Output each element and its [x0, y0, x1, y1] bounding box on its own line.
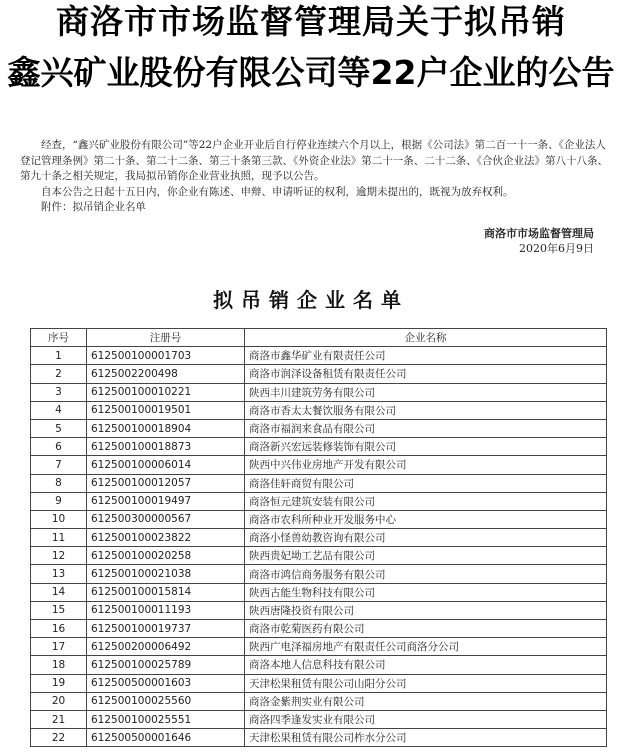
- table-row: [31, 601, 607, 619]
- row-registration-number: 612500100023822: [87, 529, 245, 547]
- row-registration-number: 6125002200498: [87, 365, 245, 383]
- row-index: 9: [31, 492, 87, 510]
- row-index: 8: [31, 474, 87, 492]
- row-enterprise-name: 商洛本地人信息科技有限公司: [245, 656, 607, 674]
- row-registration-number: 612500300000567: [87, 510, 245, 528]
- header-registration-number: 注册号: [87, 329, 245, 347]
- announcement-headline: [0, 2, 622, 94]
- table-row: [31, 547, 607, 565]
- row-registration-number: 612500100018873: [87, 438, 245, 456]
- row-enterprise-name: 商洛市香太太餐饮服务有限公司: [245, 401, 607, 419]
- row-enterprise-name: 商洛恒元建筑安装有限公司: [245, 492, 607, 510]
- row-registration-number: 612500100010221: [87, 383, 245, 401]
- row-enterprise-name: 天津松果租赁有限公司山阳分公司: [245, 674, 607, 692]
- header-enterprise-name: 企业名称: [245, 329, 607, 347]
- table-row: [31, 620, 607, 638]
- row-enterprise-name: 陕西古能生物科技有限公司: [245, 583, 607, 601]
- table-row: [31, 710, 607, 728]
- row-index: 4: [31, 401, 87, 419]
- row-enterprise-name: 陕西广电泽福房地产有限责任公司商洛分公司: [245, 638, 607, 656]
- announcement-page: [0, 2, 622, 755]
- table-row: [31, 401, 607, 419]
- header-index: 序号: [31, 329, 87, 347]
- row-registration-number: 612500200006492: [87, 638, 245, 656]
- row-index: 19: [31, 674, 87, 692]
- row-enterprise-name: 商洛市农科所种业开发服务中心: [245, 510, 607, 528]
- row-index: 6: [31, 438, 87, 456]
- row-index: 20: [31, 692, 87, 710]
- row-index: 18: [31, 656, 87, 674]
- list-title: 拟吊销企业名单: [213, 288, 409, 312]
- row-enterprise-name: 商洛市福润来食品有限公司: [245, 419, 607, 437]
- row-enterprise-name: 商洛小怪兽幼教咨询有限公司: [245, 529, 607, 547]
- table-row: [31, 656, 607, 674]
- row-enterprise-name: 陕西丰川建筑劳务有限公司: [245, 383, 607, 401]
- table-row: [31, 419, 607, 437]
- table-row: [31, 674, 607, 692]
- row-index: 12: [31, 547, 87, 565]
- table-row: [31, 456, 607, 474]
- signature-block: [484, 226, 594, 256]
- row-index: 13: [31, 565, 87, 583]
- table-row: [31, 365, 607, 383]
- row-index: 3: [31, 383, 87, 401]
- notice-paragraph-1: 经查，“鑫兴矿业股份有限公司”等22户企业开业后自行停业连续六个月以上，根据《公司法》第二百一十一条、《企业法人登记管理条例》第二十条、第二十二条、第三十条第三款、《外资企业法》第二十一条、二十二条、《合伙企业法》第八十八条、第九十条之相关规定，我局拟吊销你企业营业执照，现予以公告。: [20, 139, 608, 182]
- table-row: [31, 474, 607, 492]
- headline-line-2: 鑫兴矿业股份有限公司等22户企业的公告: [7, 53, 615, 92]
- row-registration-number: 612500500001646: [87, 729, 245, 747]
- row-enterprise-name: 商洛市鸿信商务服务有限公司: [245, 565, 607, 583]
- row-index: 16: [31, 620, 87, 638]
- row-registration-number: 612500100019501: [87, 401, 245, 419]
- notice-body: [20, 138, 610, 216]
- table-row: [31, 565, 607, 583]
- row-index: 21: [31, 710, 87, 728]
- row-enterprise-name: 商洛市乾菊医药有限公司: [245, 620, 607, 638]
- enterprise-list-table: [30, 328, 607, 747]
- signature-org: 商洛市市场监督管理局: [484, 227, 594, 240]
- table-row: [31, 383, 607, 401]
- row-registration-number: 612500500001603: [87, 674, 245, 692]
- row-registration-number: 612500100025560: [87, 692, 245, 710]
- row-registration-number: 612500100025789: [87, 656, 245, 674]
- row-registration-number: 612500100012057: [87, 474, 245, 492]
- row-index: 5: [31, 419, 87, 437]
- headline-line-1: 商洛市市场监督管理局关于拟吊销: [56, 2, 566, 41]
- signature-date: 2020年6月9日: [519, 242, 594, 255]
- notice-paragraph-2: 自本公告之日起十五日内，你企业有陈述、申辩、申请听证的权利，逾期未提出的，既视为放弃权利。: [41, 185, 514, 198]
- table-row: [31, 692, 607, 710]
- table-header-row: [31, 329, 607, 347]
- row-registration-number: 612500100011193: [87, 601, 245, 619]
- row-index: 15: [31, 601, 87, 619]
- row-registration-number: 612500100021038: [87, 565, 245, 583]
- table-row: [31, 438, 607, 456]
- row-index: 2: [31, 365, 87, 383]
- table-row: [31, 510, 607, 528]
- row-enterprise-name: 商洛佳轩商贸有限公司: [245, 474, 607, 492]
- row-enterprise-name: 陕西中兴伟业房地产开发有限公司: [245, 456, 607, 474]
- row-registration-number: 612500100001703: [87, 347, 245, 365]
- row-registration-number: 612500100006014: [87, 456, 245, 474]
- row-enterprise-name: 天津松果租赁有限公司柞水分公司: [245, 729, 607, 747]
- row-enterprise-name: 陕西唐隆投资有限公司: [245, 601, 607, 619]
- row-enterprise-name: 商洛市鑫华矿业有限责任公司: [245, 347, 607, 365]
- notice-attachment-line: 附件：拟吊销企业名单: [41, 201, 146, 213]
- row-enterprise-name: 商洛四季逢发实业有限公司: [245, 710, 607, 728]
- row-index: 7: [31, 456, 87, 474]
- row-index: 1: [31, 347, 87, 365]
- row-registration-number: 612500100015814: [87, 583, 245, 601]
- table-row: [31, 583, 607, 601]
- row-registration-number: 612500100019497: [87, 492, 245, 510]
- row-index: 17: [31, 638, 87, 656]
- row-registration-number: 612500100018904: [87, 419, 245, 437]
- table-row: [31, 529, 607, 547]
- row-index: 11: [31, 529, 87, 547]
- row-index: 22: [31, 729, 87, 747]
- row-index: 14: [31, 583, 87, 601]
- row-enterprise-name: 商洛市润泽设备租赁有限责任公司: [245, 365, 607, 383]
- table-row: [31, 492, 607, 510]
- row-enterprise-name: 商洛金紫荆实业有限公司: [245, 692, 607, 710]
- row-index: 10: [31, 510, 87, 528]
- row-registration-number: 612500100025551: [87, 710, 245, 728]
- row-enterprise-name: 商洛新兴宏远装修装饰有限公司: [245, 438, 607, 456]
- row-registration-number: 612500100020258: [87, 547, 245, 565]
- table-row: [31, 347, 607, 365]
- table-row: [31, 638, 607, 656]
- table-row: [31, 729, 607, 747]
- row-enterprise-name: 陕西贵妃坳工艺品有限公司: [245, 547, 607, 565]
- row-registration-number: 612500100019737: [87, 620, 245, 638]
